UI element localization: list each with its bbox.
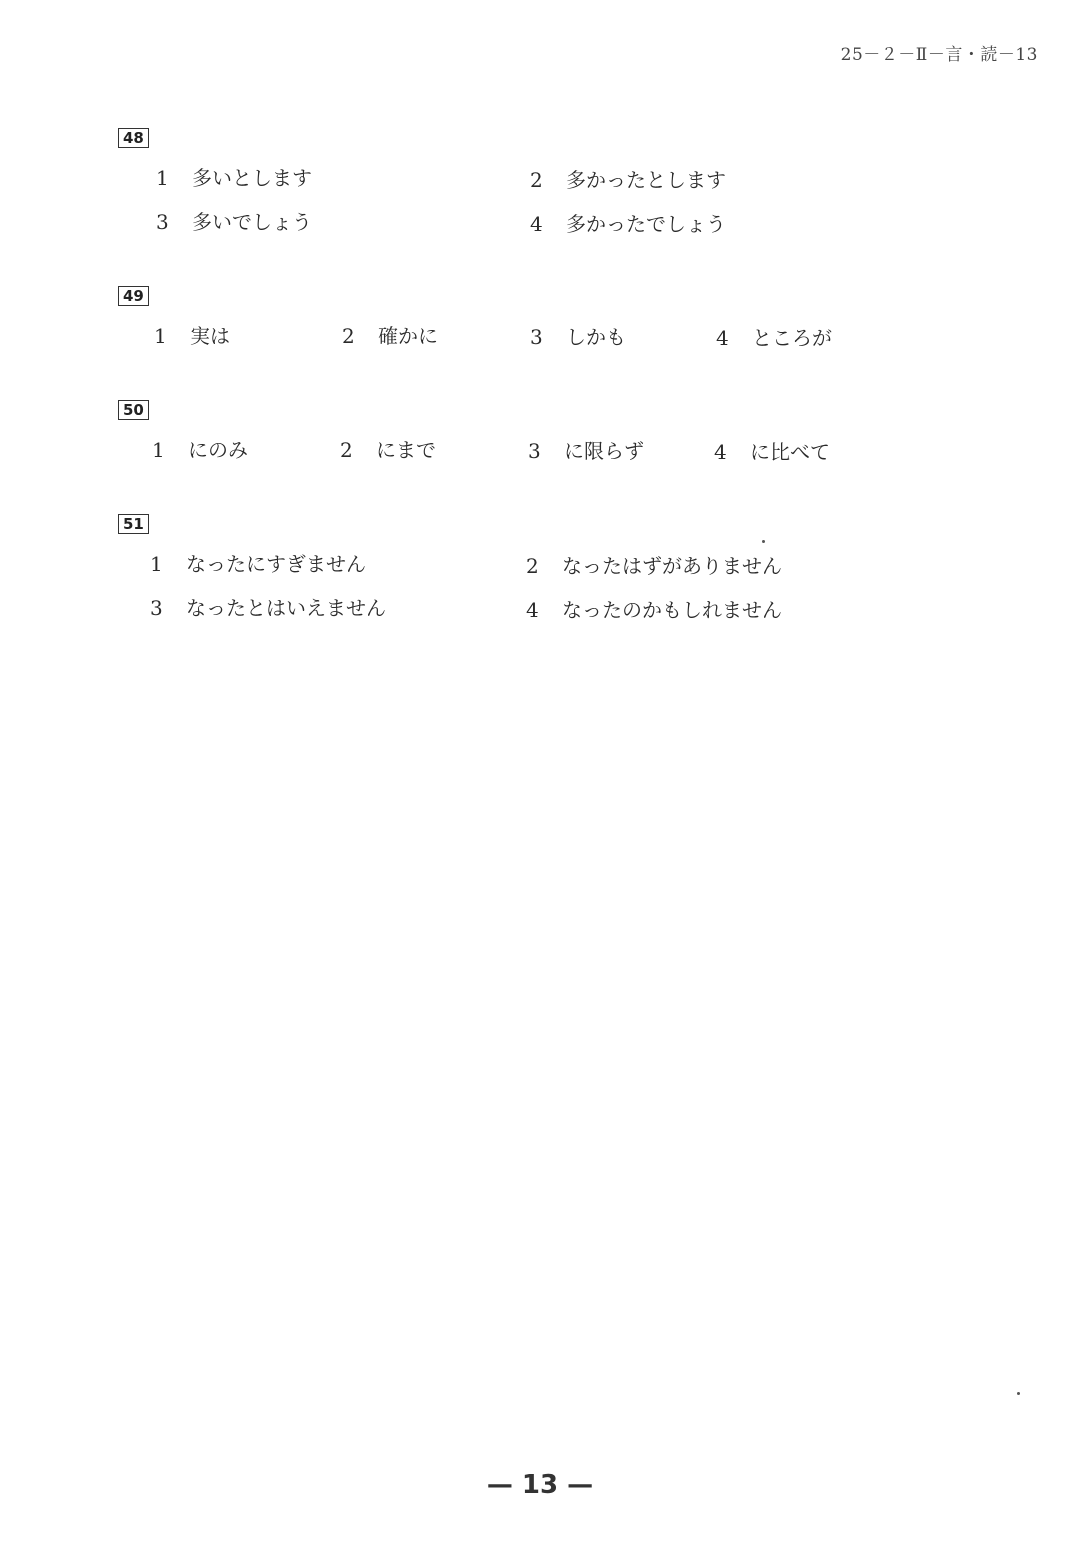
question-48 [118, 128, 978, 262]
scan-speck [762, 540, 765, 543]
option-3[interactable]: 3 に限らず [528, 439, 644, 463]
option-4[interactable]: 4 に比べて [714, 440, 830, 464]
option-2[interactable]: 2 にまで [340, 438, 436, 462]
option-2[interactable]: 2 多かったとします [530, 168, 726, 192]
option-1[interactable]: 1 実は [154, 324, 230, 348]
option-3[interactable]: 3 なったとはいえません [150, 596, 386, 620]
question-number: 49 [118, 286, 149, 306]
header-code: 25－２－Ⅱ－言・読－13 [840, 45, 1038, 65]
question-49 [118, 286, 978, 360]
option-2[interactable]: 2 なったはずがありません [526, 554, 782, 578]
question-number: 48 [118, 128, 149, 148]
question-50 [118, 400, 978, 474]
scan-speck [1017, 1392, 1020, 1395]
option-1[interactable]: 1 多いとします [156, 166, 312, 190]
option-4[interactable]: 4 なったのかもしれません [526, 598, 782, 622]
option-3[interactable]: 3 多いでしょう [156, 210, 312, 234]
question-number: 51 [118, 514, 149, 534]
option-4[interactable]: 4 ところが [716, 326, 832, 350]
option-1[interactable]: 1 なったにすぎません [150, 552, 366, 576]
question-51 [118, 514, 978, 648]
option-4[interactable]: 4 多かったでしょう [530, 212, 726, 236]
page-number: — 13 — [486, 1470, 594, 1500]
option-1[interactable]: 1 にのみ [152, 438, 248, 462]
question-number: 50 [118, 400, 149, 420]
option-2[interactable]: 2 確かに [342, 324, 438, 348]
option-3[interactable]: 3 しかも [530, 325, 626, 349]
